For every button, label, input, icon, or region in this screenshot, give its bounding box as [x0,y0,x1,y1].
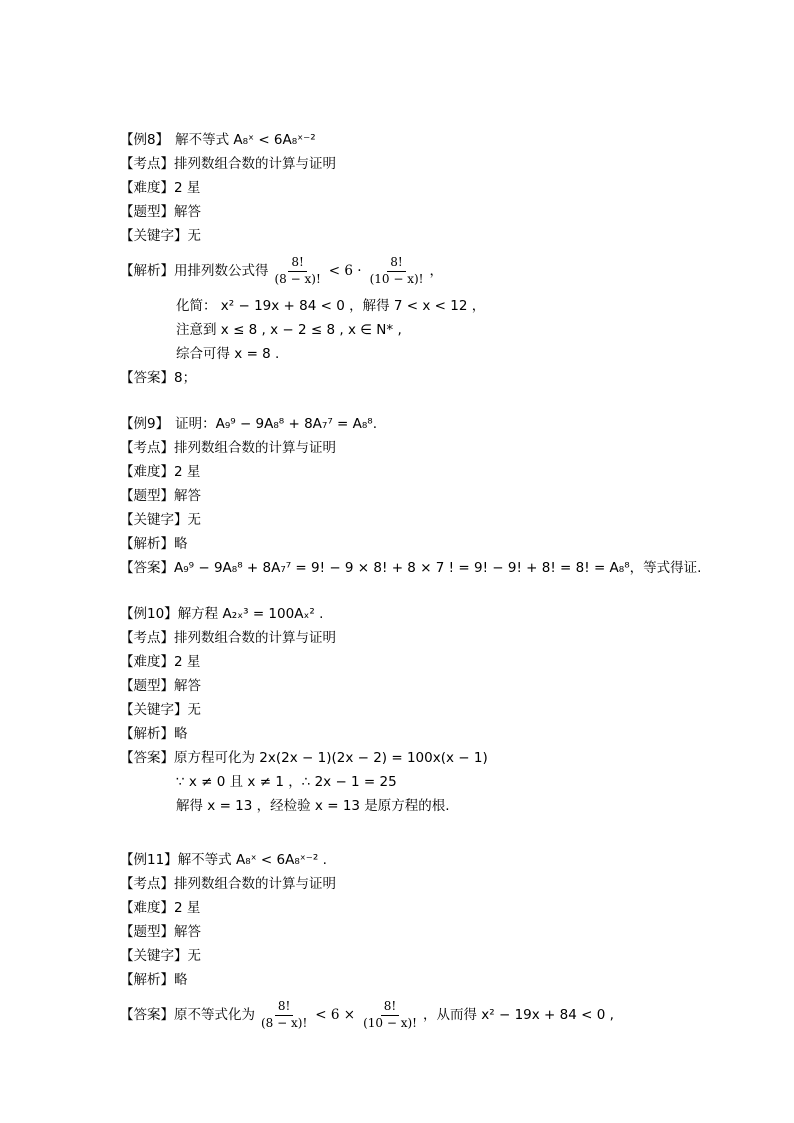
nandu-row [120,460,720,484]
problem-statement: 证明：A₉⁹ − 9A₈⁸ + 8A₇⁷ = A₈⁸. [175,416,377,432]
fraction-numerator: 8! [381,1000,399,1016]
daan-tail: ，从而得 x² − 19x + 84 < 0 , [422,1007,614,1023]
tixing-row [120,484,720,508]
daan-row [120,746,720,770]
guanjianzi-row [120,698,720,722]
kaodian-row [120,436,720,460]
daan-row [120,366,720,390]
fraction-denominator: (8 − x)! [261,1015,308,1030]
daan-value: 8； [174,370,197,386]
daan-tag: 【答案】 [120,750,174,766]
guanjianzi-tag: 【关键字】 [120,228,188,244]
fraction-denominator: (10 − x)! [363,1015,417,1030]
nandu-row [120,896,720,920]
daan-tag: 【答案】 [120,370,174,386]
tixing-tag: 【题型】 [120,678,174,694]
example-9-header [120,412,720,436]
guanjianzi-tag: 【关键字】 [120,948,188,964]
nandu-value: 2 星 [174,654,201,670]
punctuation: ， [429,263,443,279]
nandu-tag: 【难度】 [120,180,174,196]
guanjianzi-value: 无 [187,512,201,528]
jiexi-value: 略 [174,536,188,552]
operator: < 6 × [315,1007,356,1023]
fraction [367,256,427,287]
tixing-value: 解答 [174,678,201,694]
fraction [272,256,324,287]
example-11 [120,848,720,1038]
kaodian-row [120,152,720,176]
jiexi-row [120,532,720,556]
example-label: 【例9】 [120,416,170,432]
guanjianzi-row [120,944,720,968]
step-text: 解得 x = 13 ，经检验 x = 13 是原方程的根. [176,798,450,814]
example-8 [120,128,720,390]
kaodian-tag: 【考点】 [120,156,174,172]
example-label: 【例10】 [120,606,178,622]
jiexi-value: 略 [174,726,188,742]
tixing-row [120,200,720,224]
daan-value: A₉⁹ − 9A₈⁸ + 8A₇⁷ = 9! − 9 × 8! + 8 × 7 ! = 9! − 9! + 8! = 8! = A₈⁸，等式得证. [174,560,702,576]
jiexi-row [120,248,720,294]
jiexi-intro: 用排列数公式得 [174,263,269,279]
guanjianzi-row [120,508,720,532]
guanjianzi-value: 无 [187,948,201,964]
daan-row [120,992,720,1038]
nandu-tag: 【难度】 [120,464,174,480]
tixing-value: 解答 [174,488,201,504]
guanjianzi-value: 无 [187,702,201,718]
fraction [258,1000,310,1031]
jiexi-tag: 【解析】 [120,263,174,279]
nandu-value: 2 星 [174,900,201,916]
fraction-numerator: 8! [288,256,306,272]
kaodian-row [120,626,720,650]
fraction [360,1000,420,1031]
tixing-value: 解答 [174,204,201,220]
nandu-tag: 【难度】 [120,900,174,916]
daan-row [120,556,720,580]
kaodian-tag: 【考点】 [120,876,174,892]
nandu-tag: 【难度】 [120,654,174,670]
jiexi-value: 略 [174,972,188,988]
kaodian-value: 排列数组合数的计算与证明 [174,630,336,646]
tixing-tag: 【题型】 [120,924,174,940]
daan-value: 原方程可化为 2x(2x − 1)(2x − 2) = 100x(x − 1) [174,750,488,766]
jiexi-tag: 【解析】 [120,726,174,742]
solution-step [120,342,720,366]
kaodian-value: 排列数组合数的计算与证明 [174,156,336,172]
example-10-header [120,602,720,626]
nandu-value: 2 星 [174,464,201,480]
problem-statement: 解不等式 A₈ˣ < 6A₈ˣ⁻² . [177,852,327,868]
solution-step [120,770,720,794]
solution-step [120,794,720,818]
nandu-row [120,176,720,200]
jiexi-row [120,968,720,992]
example-9 [120,412,720,580]
guanjianzi-tag: 【关键字】 [120,512,188,528]
kaodian-value: 排列数组合数的计算与证明 [174,440,336,456]
example-label: 【例8】 [120,132,170,148]
tixing-row [120,920,720,944]
example-8-header [120,128,720,152]
fraction-numerator: 8! [387,256,405,272]
tixing-row [120,674,720,698]
fraction-denominator: (10 − x)! [369,271,424,286]
kaodian-value: 排列数组合数的计算与证明 [174,876,336,892]
example-10 [120,602,720,818]
document-page [120,128,720,1060]
guanjianzi-row [120,224,720,248]
step-text: ∵ x ≠ 0 且 x ≠ 1 ，∴ 2x − 1 = 25 [176,774,397,790]
kaodian-tag: 【考点】 [120,630,174,646]
fraction-numerator: 8! [275,1000,293,1016]
daan-intro: 原不等式化为 [174,1007,255,1023]
step-text: 综合可得 x = 8 . [176,346,280,362]
tixing-tag: 【题型】 [120,204,174,220]
daan-tag: 【答案】 [120,1007,174,1023]
guanjianzi-value: 无 [187,228,201,244]
nandu-row [120,650,720,674]
problem-statement: 解方程 A₂ₓ³ = 100Aₓ² . [177,606,324,622]
tixing-tag: 【题型】 [120,488,174,504]
jiexi-row [120,722,720,746]
example-11-header [120,848,720,872]
operator: < 6 · [328,263,362,279]
solution-step [120,318,720,342]
example-label: 【例11】 [120,852,178,868]
step-text: 化简： x² − 19x + 84 < 0 ，解得 7 < x < 12 ， [176,298,486,314]
fraction-denominator: (8 − x)! [274,271,321,286]
jiexi-tag: 【解析】 [120,536,174,552]
tixing-value: 解答 [174,924,201,940]
jiexi-tag: 【解析】 [120,972,174,988]
daan-tag: 【答案】 [120,560,174,576]
kaodian-tag: 【考点】 [120,440,174,456]
step-text: 注意到 x ≤ 8 , x − 2 ≤ 8 , x ∈ N* , [176,322,402,338]
solution-step [120,294,720,318]
problem-statement: 解不等式 A₈ˣ < 6A₈ˣ⁻² [175,132,316,148]
nandu-value: 2 星 [174,180,201,196]
guanjianzi-tag: 【关键字】 [120,702,188,718]
kaodian-row [120,872,720,896]
